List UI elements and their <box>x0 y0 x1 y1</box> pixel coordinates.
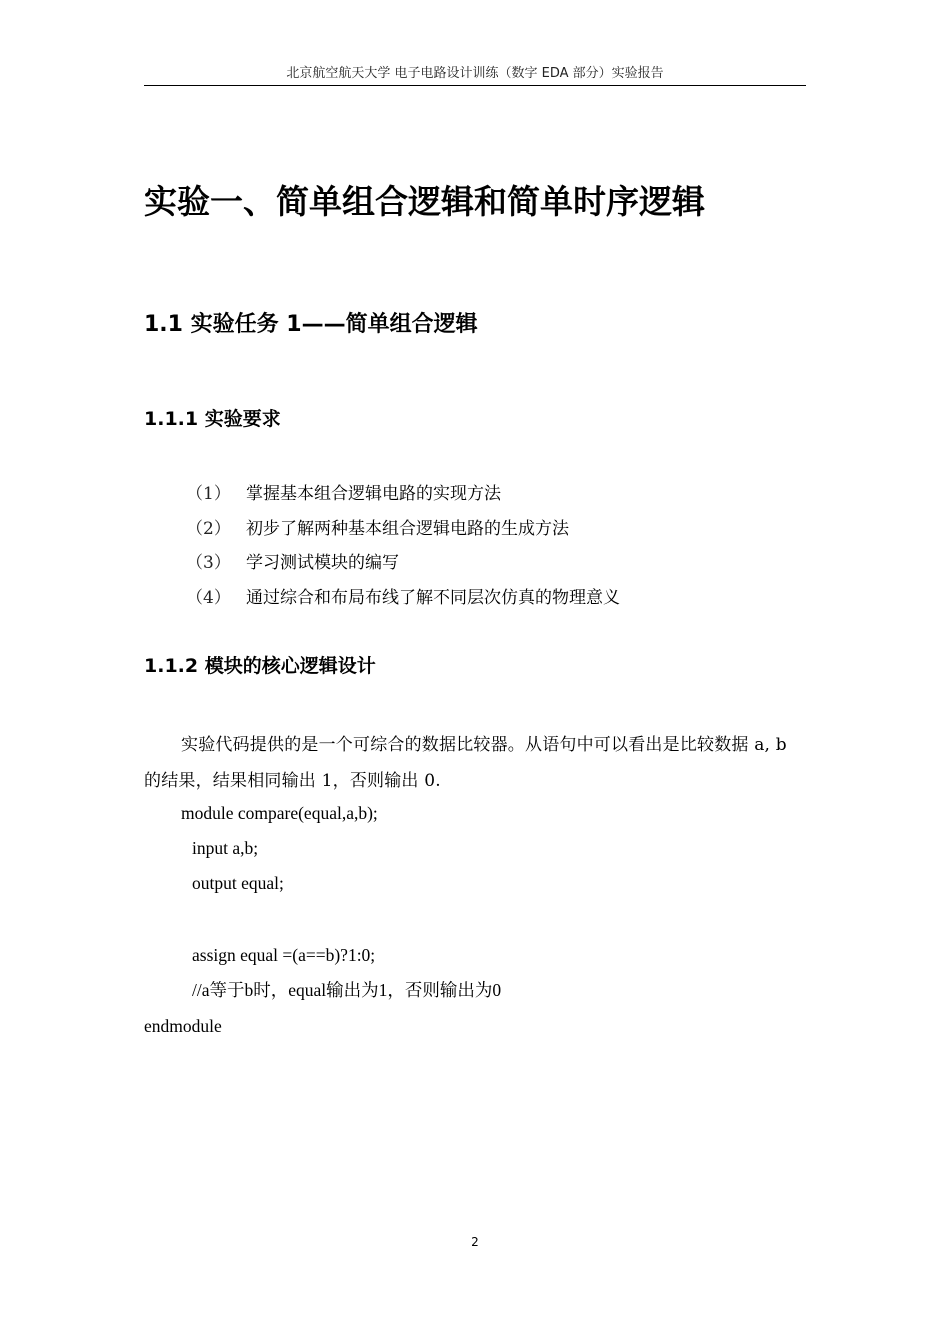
section-title: 1.1 实验任务 1——简单组合逻辑 <box>144 312 478 337</box>
list-item-text: 学习测试模块的编写 <box>246 553 399 573</box>
requirements-list <box>186 481 620 619</box>
code-comment: //a等于b时，equal输出为1，否则输出为0 <box>192 980 502 1000</box>
code-line: input a,b; <box>192 838 259 858</box>
list-item-number: （2） <box>186 518 231 539</box>
page-number: 2 <box>471 1235 479 1249</box>
list-item-number: （1） <box>186 484 231 504</box>
subsection-title-core-logic: 1.1.2 模块的核心逻辑设计 <box>144 655 376 677</box>
subsection-title-requirements: 1.1.1 实验要求 <box>144 408 281 430</box>
chapter-title: 实验一、简单组合逻辑和简单时序逻辑 <box>144 182 705 221</box>
list-item <box>186 481 620 516</box>
list-item-number: （3） <box>186 553 231 573</box>
list-item <box>186 516 620 551</box>
body-paragraph: 实验代码提供的是一个可综合的数据比较器。从语句中可以看出是比较数据 a, b 的结果，结果相同输出 1，否则输出 0. <box>144 735 787 791</box>
code-line: output equal; <box>192 873 284 893</box>
list-item-number: （4） <box>186 587 231 608</box>
code-line: module compare(equal,a,b); <box>181 803 378 823</box>
code-line: assign equal =(a==b)?1:0; <box>192 945 376 965</box>
list-item-text: 通过综合和布局布线了解不同层次仿真的物理意义 <box>246 587 620 608</box>
list-item-text: 掌握基本组合逻辑电路的实现方法 <box>246 484 501 504</box>
code-line: endmodule <box>144 1016 222 1036</box>
list-item <box>186 585 620 620</box>
header-divider <box>144 85 806 86</box>
list-item <box>186 550 620 585</box>
page-header: 北京航空航天大学 电子电路设计训练（数字 EDA 部分）实验报告 <box>286 66 664 81</box>
list-item-text: 初步了解两种基本组合逻辑电路的生成方法 <box>246 518 569 539</box>
